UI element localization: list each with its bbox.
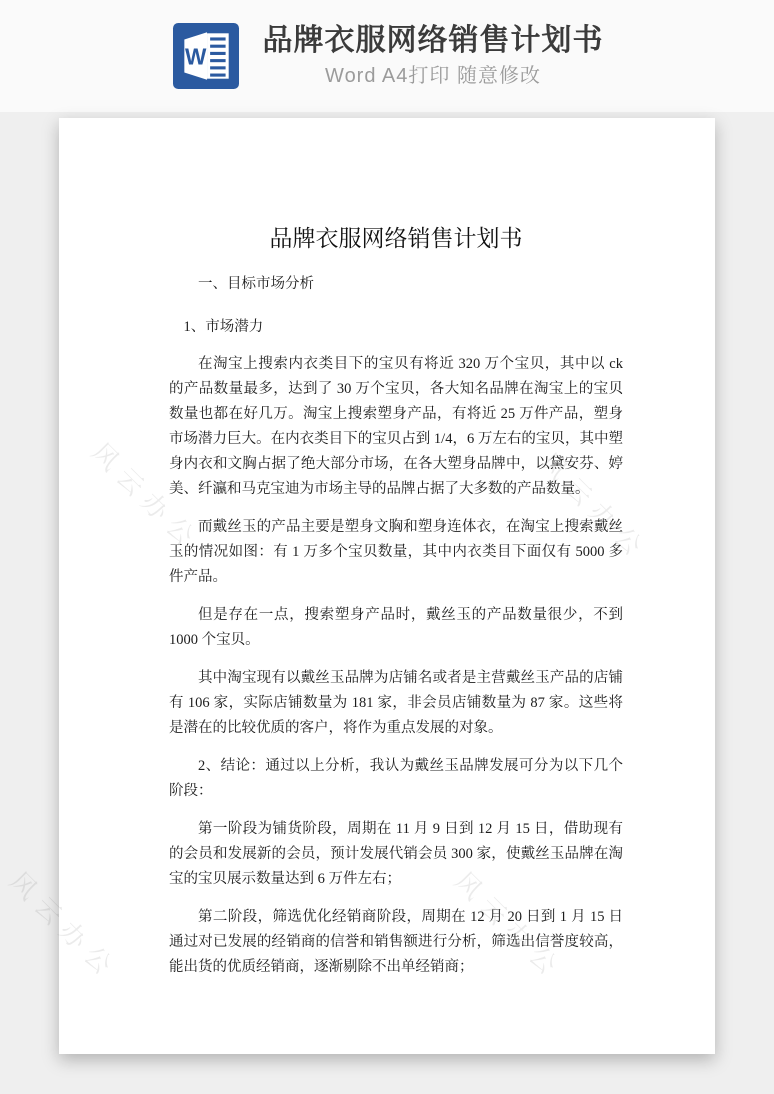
word-icon-letter: W: [184, 43, 206, 70]
paragraph: 在淘宝上搜索内衣类目下的宝贝有将近 320 万个宝贝，其中以 ck 的产品数量最多，达到了 30 万个宝贝，各大知名品牌在淘宝上的宝贝数量也都在好几万。淘宝上搜索塑身产品，有将近 25 万件产品，塑身市场潜力巨大。在内衣类目下的宝贝占到 1/4，6 万左右的宝贝，其中塑身内衣和文胸占据了绝大部分市场，在各大塑身品牌中，以黛安芬、婷美、纤瀛和马克宝迪为市场主导的品牌占据了大多数的产品数量。: [169, 356, 623, 497]
paragraph: 2、结论：通过以上分析，我认为戴丝玉品牌发展可分为以下几个阶段：: [169, 758, 623, 799]
paragraph: 其中淘宝现有以戴丝玉品牌为店铺名或者是主营戴丝玉产品的店铺有 106 家，实际店铺数量为 181 家，非会员店铺数量为 87 家。这些将是潜在的比较优质的客户，将作为重点发展的对象。: [169, 670, 623, 736]
document-title: 品牌衣服网络销售计划书: [269, 226, 523, 251]
paragraph: 而戴丝玉的产品主要是塑身文胸和塑身连体衣，在淘宝上搜索戴丝玉的情况如图：有 1 万多个宝贝数量，其中内衣类目下面仅有 5000 多件产品。: [169, 519, 623, 585]
word-icon: [171, 23, 241, 89]
paragraph: 第二阶段，筛选优化经销商阶段，周期在 12 月 20 日到 1 月 15 日通过对已发展的经销商的信誉和销售额进行分析，筛选出信誉度较高，能出货的优质经销商，逐渐剔除不出单经销商；: [169, 909, 623, 975]
banner-text: [263, 24, 604, 88]
section-heading-2: 1、市场潜力: [183, 319, 264, 335]
section-heading-1: 一、目标市场分析: [198, 276, 314, 292]
paragraph: 第一阶段为铺货阶段，周期在 11 月 9 日到 12 月 15 日，借助现有的会员和发展新的会员，预计发展代销会员 300 家，使戴丝玉品牌在淘宝的宝贝展示数量达到 6 万件左右；: [169, 821, 623, 887]
template-banner: [0, 0, 774, 112]
paragraph: 但是存在一点，搜索塑身产品时，戴丝玉的产品数量很少，不到 1000 个宝贝。: [169, 607, 623, 648]
banner-title: 品牌衣服网络销售计划书: [262, 24, 604, 57]
document-page: [59, 118, 715, 1054]
banner-subtitle: Word A4打印 随意修改: [325, 65, 541, 87]
